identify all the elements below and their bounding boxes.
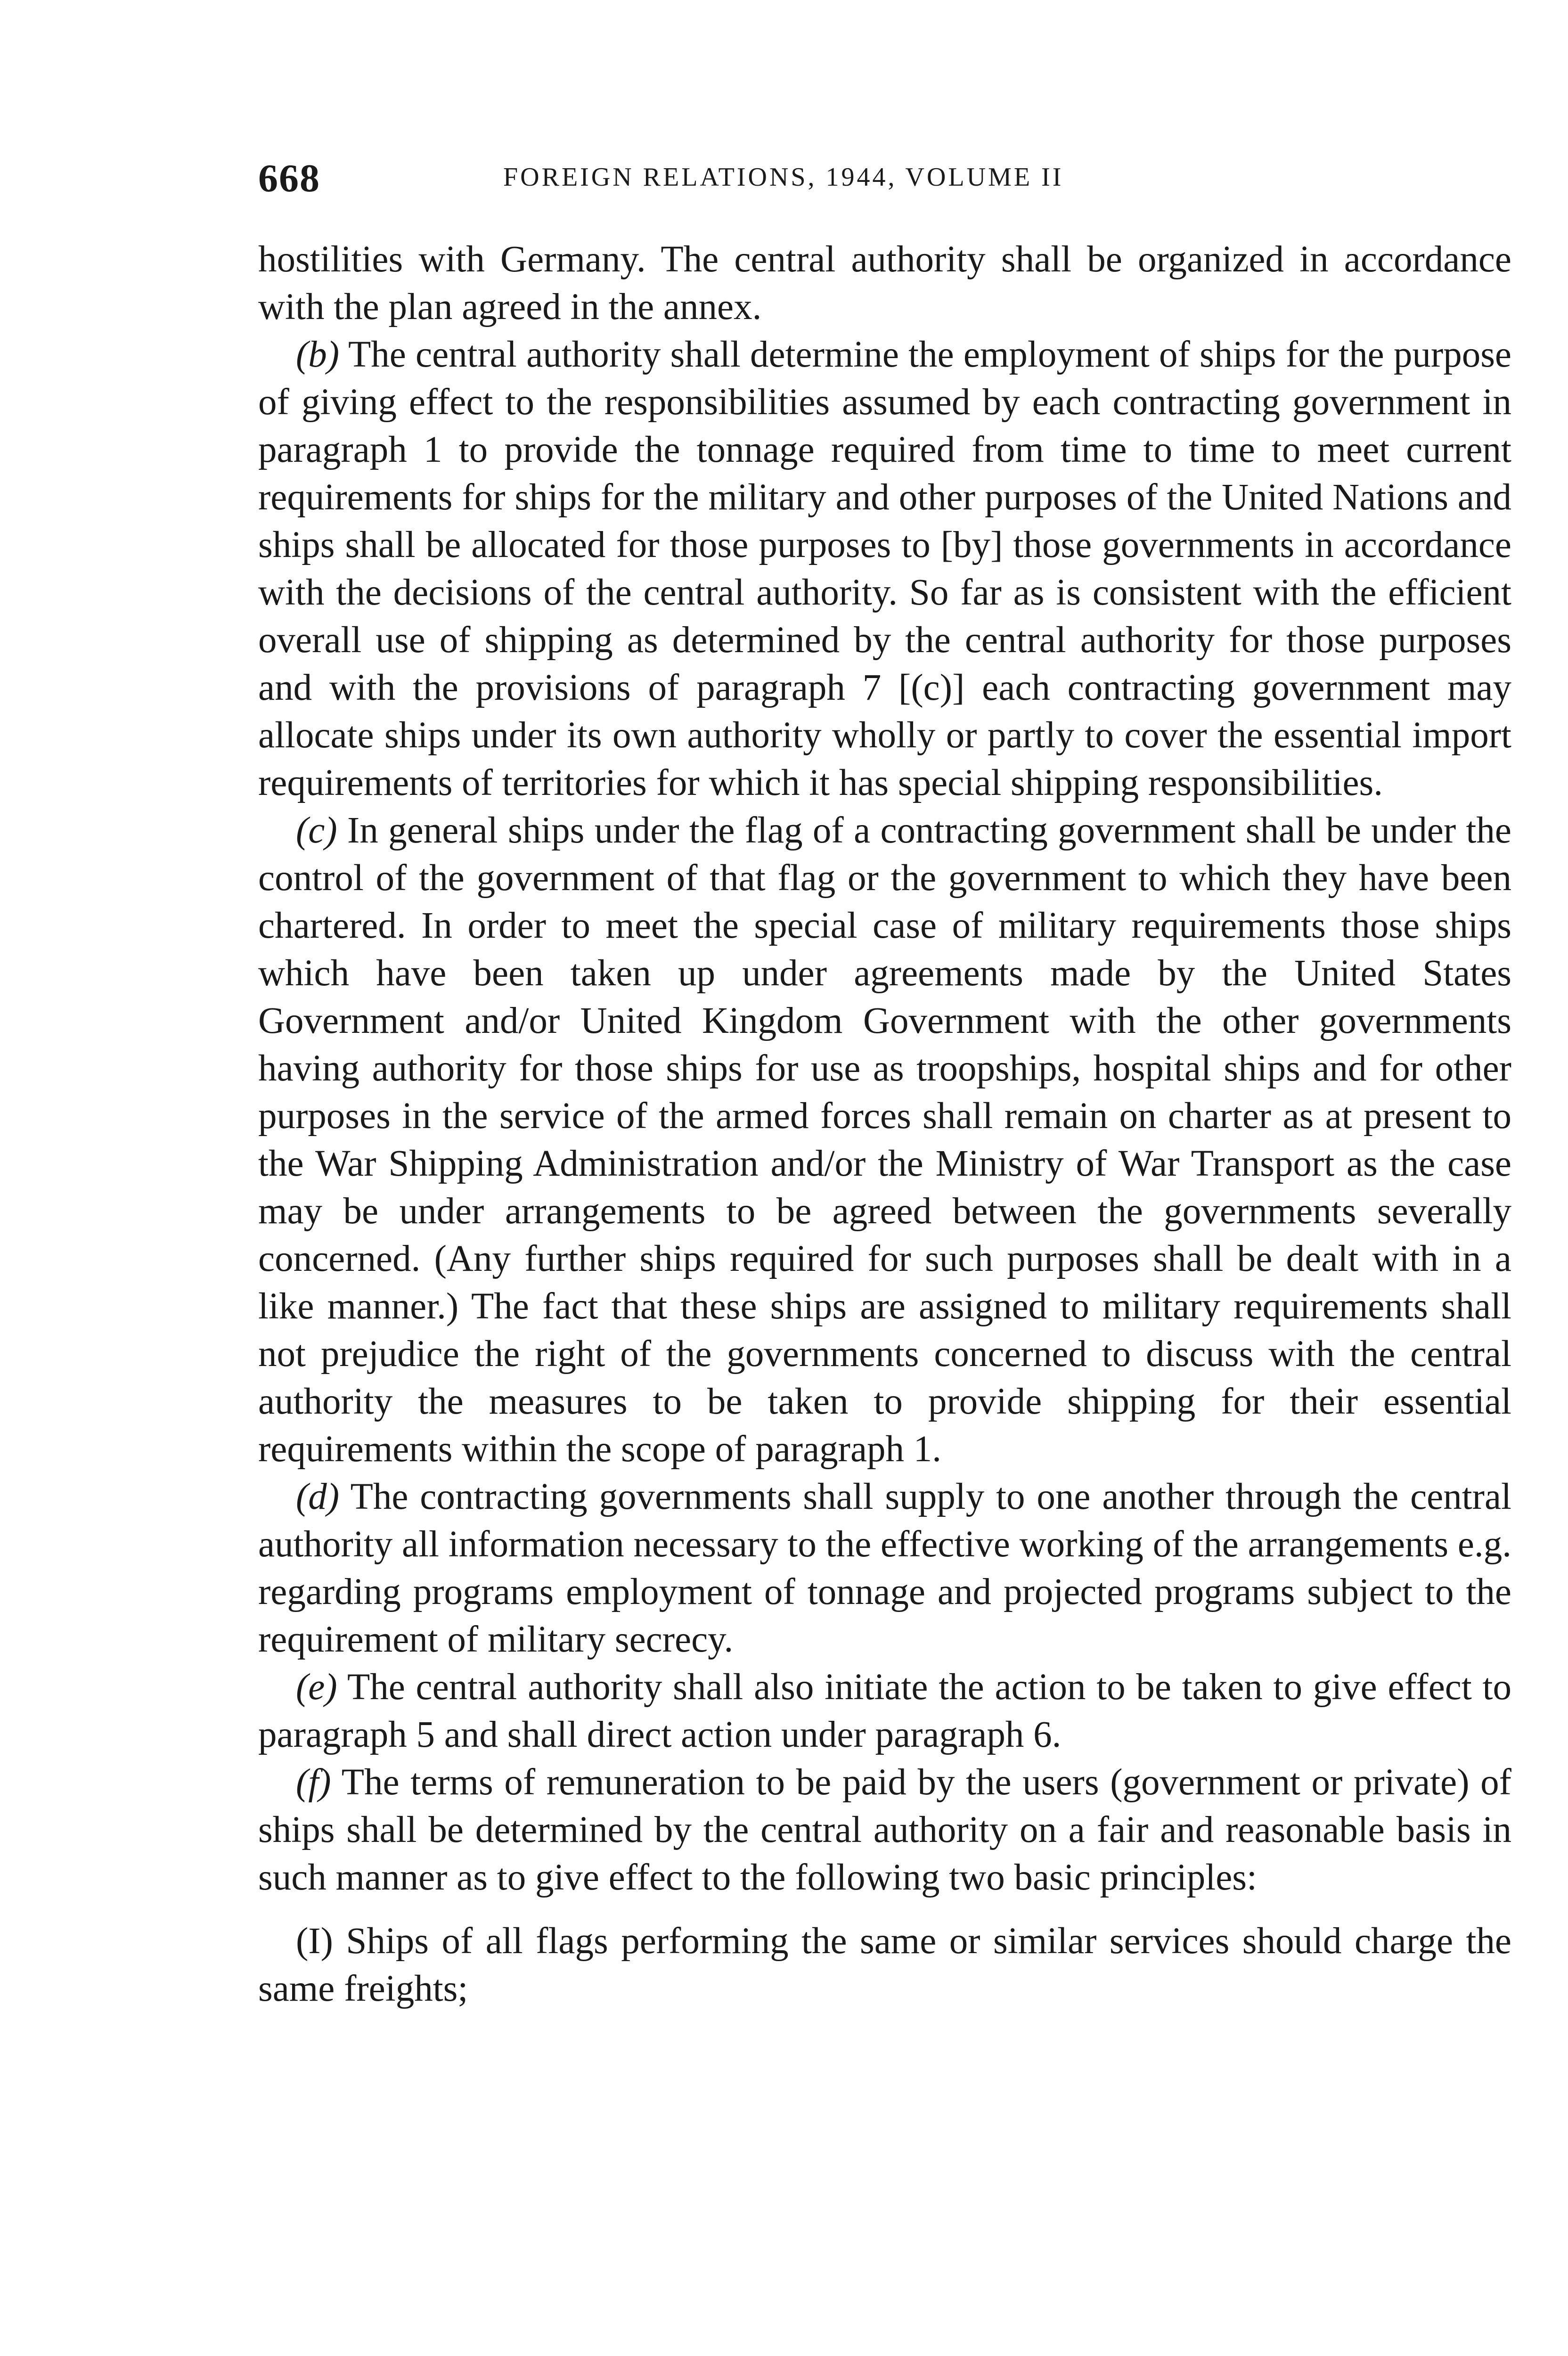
paragraph-label: (f)	[296, 1762, 331, 1803]
paragraph-text: The contracting governments shall supply to one another through the central authority all information necessary to the effective working of the arrangements e.g. regarding programs employment of tonnage and projected programs subject to the requirement of military secrecy.	[258, 1476, 1511, 1660]
paragraph-label: (b)	[296, 334, 340, 375]
running-head: FOREIGN RELATIONS, 1944, VOLUME II	[503, 163, 1064, 192]
page-number: 668	[258, 156, 320, 200]
paragraph-text: In general ships under the flag of a contracting government shall be under the control of the government of that flag or the government to which they have been chartered. In order to meet the special case of military requirements those ships which have been taken up under agreements made by the United States Government and/or United Kingdom Government with the other governments having authority for those ships for use as troopships, hospital ships and for other purposes in the service of the armed forces shall remain on charter as at present to the War Shipping Administration and/or the Ministry of War Transport as the case may be under arrangements to be agreed between the governments severally concerned. (Any further ships required for such purposes shall be dealt with in a like manner.) The fact that these ships are assigned to military requirements shall not prejudice the right of the governments concerned to discuss with the central authority the measures to be taken to provide shipping for their essential requirements within the scope of paragraph 1.	[258, 810, 1511, 1470]
page-header	[258, 155, 1511, 207]
paragraph-text: The central authority shall also initiate the action to be taken to give effect to paragraph 5 and shall direct action under paragraph 6.	[258, 1667, 1511, 1755]
paragraph-label: (d)	[296, 1476, 340, 1517]
paragraph-text: Ships of all flags performing the same or similar services should charge the same freights;	[258, 1921, 1511, 2009]
body-text	[258, 236, 1511, 2012]
paragraph-text: hostilities with Germany. The central authority shall be organized in accordance with the plan agreed in the annex.	[258, 239, 1511, 327]
paragraph-label: (e)	[296, 1667, 337, 1708]
paragraph-text: The terms of remuneration to be paid by the users (government or private) of ships shall be determined by the central authority on a fair and reasonable basis in such manner as to give effect to the following two basic principles:	[258, 1762, 1511, 1898]
paragraph-label: (c)	[296, 810, 337, 851]
paragraph-b	[258, 331, 1511, 807]
paragraph-label: (I)	[296, 1921, 333, 1962]
document-page	[258, 155, 1511, 2012]
paragraph-e	[258, 1663, 1511, 1759]
paragraph-text: The central authority shall determine the employment of ships for the purpose of giving effect to the responsibilities assumed by each contracting government in paragraph 1 to provide the tonnage required from time to time to meet current requirements for ships for the military and other purposes of the United Nations and ships shall be allocated for those purposes to [by] those governments in accordance with the decisions of the central authority. So far as is consistent with the efficient overall use of shipping as determined by the central authority for those purposes and with the provisions of paragraph 7 [(c)] each contracting government may allocate ships under its own authority wholly or partly to cover the essential import requirements of territories for which it has special shipping responsibilities.	[258, 334, 1511, 803]
paragraph-d	[258, 1473, 1511, 1663]
paragraph-continuation	[258, 236, 1511, 331]
paragraph-I	[258, 1917, 1511, 2012]
paragraph-c	[258, 807, 1511, 1473]
paragraph-f	[258, 1759, 1511, 1901]
